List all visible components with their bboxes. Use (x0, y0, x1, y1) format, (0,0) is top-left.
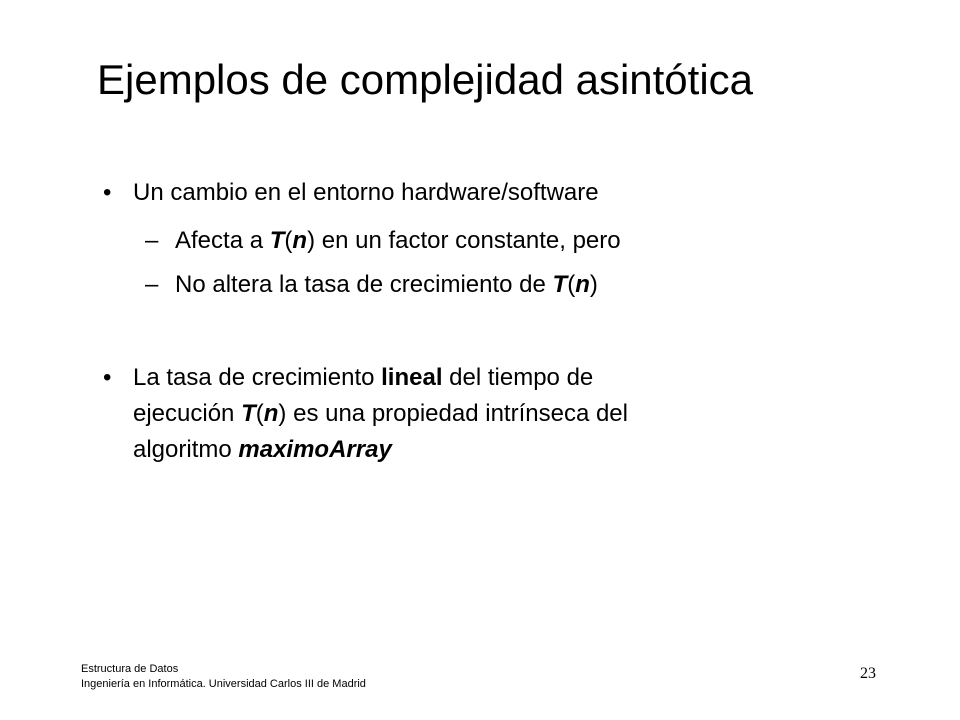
bullet-2-line-1-suffix: del tiempo de (442, 364, 594, 391)
bullet-2-t: T (241, 400, 256, 427)
sub-bullet-1-prefix: Afecta a (175, 227, 270, 254)
sub-bullet-1-n: n (292, 227, 308, 254)
bullet-2-line-2 (133, 399, 628, 429)
sub-bullet-1-text (175, 226, 621, 256)
bullet-2-line-1-prefix: La tasa de crecimiento (133, 364, 382, 391)
bullet-2-line-3-prefix: algoritmo (133, 436, 239, 463)
bullet-2-line-2-suffix: es una propiedad intrínseca del (286, 400, 628, 427)
bullet-1-text: Un cambio en el entorno hardware/software (133, 179, 599, 206)
sub-bullet-1-suffix: en un factor constante, pero (315, 227, 621, 254)
bullet-2-n: n (263, 400, 279, 427)
sub-bullet-1-marker: – (145, 227, 159, 254)
bullet-2-marker: • (103, 364, 112, 391)
sub-bullet-2-text (175, 270, 598, 300)
footer-course: Estructura de Datos (81, 663, 179, 675)
bullet-2-lineal: lineal (381, 364, 443, 391)
sub-bullet-2-prefix: No altera la tasa de crecimiento de (175, 271, 553, 298)
bullet-2-open: ( (255, 400, 264, 427)
footer-institution: Ingeniería en Informática. Universidad Carlos III de Madrid (81, 678, 366, 690)
sub-bullet-2-open: ( (567, 271, 576, 298)
sub-bullet-2-marker: – (145, 271, 159, 298)
sub-bullet-2-n: n (575, 271, 590, 298)
bullet-2-algorithm-name: maximoArray (238, 436, 392, 463)
page-number: 23 (860, 665, 876, 682)
sub-bullet-2-t: T (552, 271, 568, 298)
bullet-2-line-1 (133, 363, 593, 393)
bullet-2-line-3 (133, 435, 392, 465)
slide-title: Ejemplos de complejidad asintótica (97, 56, 754, 103)
bullet-1-marker: • (103, 179, 112, 206)
sub-bullet-1-t: T (269, 227, 285, 254)
bullet-2-line-2-prefix: ejecución (133, 400, 242, 427)
sub-bullet-1-close: ) (307, 227, 316, 254)
bullet-2-close: ) (278, 400, 287, 427)
sub-bullet-1-open: ( (284, 227, 293, 254)
sub-bullet-2-close: ) (589, 271, 598, 298)
